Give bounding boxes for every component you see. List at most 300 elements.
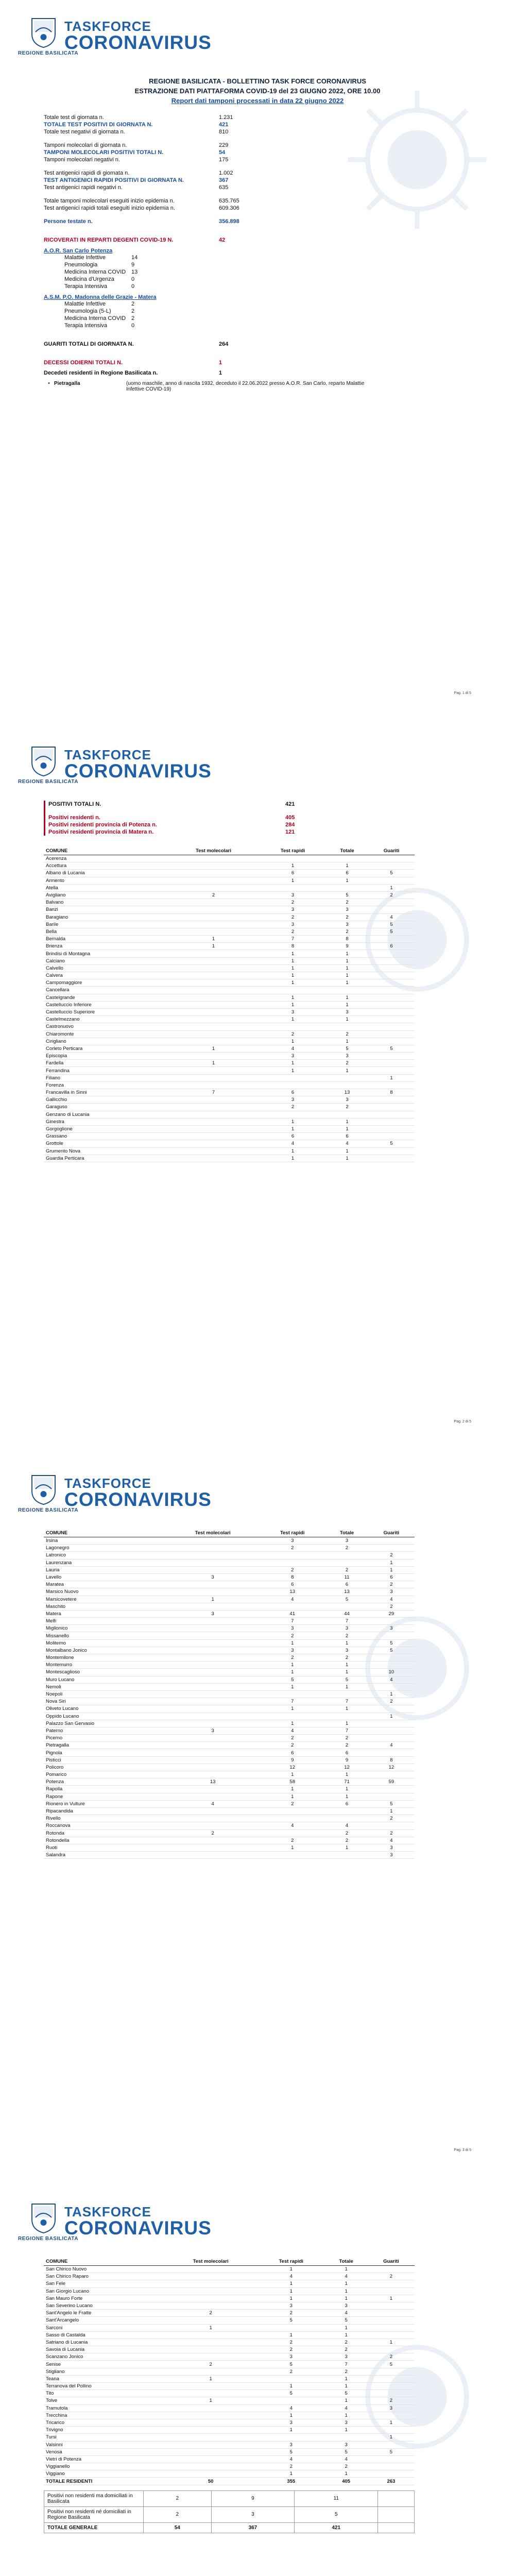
value-cell: 1 [325, 2331, 368, 2338]
summary-table [44, 2490, 415, 2533]
value-cell: 8 [368, 1756, 415, 1764]
value-cell: 12 [368, 1764, 415, 1771]
comune-cell: Albano di Lucania [44, 870, 167, 877]
value-cell: 2 [258, 2368, 325, 2375]
value-cell: 5 [258, 2317, 325, 2324]
value-cell: 7 [325, 1727, 368, 1734]
table-row [44, 979, 415, 987]
value-cell: 4 [260, 1140, 326, 1147]
comune-cell: Pietragalla [44, 1742, 166, 1749]
value-cell: 1 [326, 964, 368, 972]
value-cell: 4 [368, 1676, 415, 1683]
value-cell: 1 [368, 1690, 415, 1698]
comune-cell: Montescaglioso [44, 1669, 166, 1676]
value-cell [368, 1545, 415, 1552]
value-cell: 1 [258, 2295, 325, 2302]
value-cell: 1 [325, 1793, 368, 1800]
summary-label: Positivi non residenti né domiciliati in Regione Basilicata [44, 2506, 144, 2522]
value-cell [326, 1023, 368, 1030]
value-cell: 1 [326, 994, 368, 1001]
value-cell: 2 [368, 891, 415, 899]
value-cell: 3 [258, 2302, 325, 2309]
value-cell: 5 [325, 2390, 368, 2397]
kv-row [44, 121, 471, 128]
value-cell: 5 [368, 1647, 415, 1654]
comune-cell: Maratea [44, 1581, 166, 1588]
regione-crest-icon [29, 1473, 58, 1505]
comune-cell: Francavilla in Sinni [44, 1089, 167, 1096]
logo-coronavirus: CORONAVIRUS [64, 1489, 212, 1510]
value-cell: 1 [326, 950, 368, 957]
value-cell: 2 [368, 2397, 415, 2404]
region-name: REGIONE BASILICATA [18, 1507, 78, 1513]
value-cell [368, 979, 415, 987]
page-2 [0, 728, 515, 1457]
comune-cell: Grassano [44, 1133, 167, 1140]
value-cell: 13 [166, 1778, 259, 1786]
kv-value: 9 [131, 262, 135, 268]
kv-label: Pneumologia (5-L) [64, 308, 111, 314]
value-cell [164, 2441, 258, 2448]
value-cell [368, 1654, 415, 1662]
value-cell: 1 [164, 2324, 258, 2331]
value-cell [368, 1125, 415, 1132]
value-cell [167, 1053, 260, 1060]
value-cell [166, 1647, 259, 1654]
value-cell [164, 2331, 258, 2338]
table-row [44, 943, 415, 950]
value-cell: 7 [325, 1618, 368, 1625]
value-cell: 1 [166, 1596, 259, 1603]
comune-cell: Muro Lucano [44, 1676, 166, 1683]
comune-cell: Acerenza [44, 855, 167, 862]
summary-value: 5 [295, 2506, 378, 2522]
value-cell: 1 [368, 1566, 415, 1573]
comune-cell: Stigliano [44, 2368, 164, 2375]
value-cell: 1 [326, 1038, 368, 1045]
value-cell [166, 1749, 259, 1756]
table-row [44, 2463, 415, 2470]
value-cell [166, 1552, 259, 1559]
value-cell: 5 [368, 1045, 415, 1052]
value-cell [164, 2346, 258, 2353]
value-cell: 3 [258, 2419, 325, 2426]
table-row [44, 1676, 415, 1683]
bulletin-title: REGIONE BASILICATA - BOLLETTINO TASK FORCE CORONAVIRUS [149, 77, 366, 85]
value-cell [258, 2324, 325, 2331]
value-cell: 1 [326, 1155, 368, 1162]
value-cell: 5 [368, 1140, 415, 1147]
kv-value: 13 [131, 269, 138, 275]
value-cell: 1 [325, 2427, 368, 2434]
comune-cell: Savoia di Lucania [44, 2346, 164, 2353]
value-cell: 1 [260, 877, 326, 884]
value-cell: 1 [260, 979, 326, 987]
comune-cell: Senise [44, 2361, 164, 2368]
value-cell: 2 [259, 1742, 325, 1749]
value-cell [164, 2434, 258, 2441]
value-cell: 5 [368, 2361, 415, 2368]
value-cell [166, 1559, 259, 1566]
hospital-matera: A.S.M. P.O. Madonna delle Grazie - Matera [44, 294, 157, 300]
page2-content [44, 801, 471, 1162]
value-cell: 1 [368, 1074, 415, 1081]
comune-cell: Tito [44, 2390, 164, 2397]
regione-crest-icon [29, 2202, 58, 2234]
value-cell: 2 [325, 2368, 368, 2375]
kv-value: 2 [131, 315, 135, 321]
comune-cell: Matera [44, 1610, 166, 1617]
value-cell: 3 [260, 1096, 326, 1104]
table-row [44, 1603, 415, 1610]
comune-cell: Policoro [44, 1764, 166, 1771]
comune-cell: Nova Siri [44, 1698, 166, 1705]
table-row [44, 884, 415, 891]
kv-label: Test antigenici rapidi totali eseguiti inizio epidemia n. [44, 205, 175, 211]
value-cell: 3 [166, 1610, 259, 1617]
value-cell: 3 [326, 921, 368, 928]
table-row [44, 913, 415, 921]
summary-value: 421 [295, 2522, 378, 2533]
table-row [44, 1001, 415, 1008]
kv-row [64, 315, 471, 322]
value-cell [325, 1815, 368, 1822]
comune-cell: Brindisi di Montagna [44, 950, 167, 957]
comune-cell: Tramutola [44, 2404, 164, 2412]
value-cell [368, 1038, 415, 1045]
value-cell [167, 1155, 260, 1162]
kv-value: 609.306 [219, 205, 239, 211]
value-cell: 6 [326, 1133, 368, 1140]
comune-cell: Balvano [44, 899, 167, 906]
value-cell: 1 [326, 1125, 368, 1132]
value-cell: 3 [325, 1647, 368, 1654]
table-row [44, 1618, 415, 1625]
value-cell [166, 1639, 259, 1647]
table-row [44, 1852, 415, 1859]
value-cell [166, 1771, 259, 1778]
page-number: Pag. 2 di 5 [454, 1420, 471, 1423]
value-cell: 2 [368, 1581, 415, 1588]
table-row [44, 2383, 415, 2390]
value-cell [368, 1632, 415, 1639]
table-row [44, 1155, 415, 1162]
table-row [44, 2310, 415, 2317]
value-cell: 5 [368, 870, 415, 877]
summary-value: 2 [144, 2490, 212, 2506]
value-cell [368, 855, 415, 862]
table-row [44, 1822, 415, 1829]
kv-row [64, 254, 471, 261]
value-cell: 2 [368, 1829, 415, 1837]
comune-cell: Terranova del Pollino [44, 2383, 164, 2390]
value-cell: 5 [325, 1596, 368, 1603]
table-row [44, 1654, 415, 1662]
value-cell [325, 1852, 368, 1859]
summary-value: 54 [144, 2522, 212, 2533]
comune-cell: Tolve [44, 2397, 164, 2404]
page-number: Pag. 1 di 5 [454, 691, 471, 695]
value-cell: 1 [167, 943, 260, 950]
table-row [44, 1698, 415, 1705]
value-cell [368, 1662, 415, 1669]
value-cell [368, 899, 415, 906]
value-cell [368, 957, 415, 964]
value-cell: 2 [258, 2310, 325, 2317]
table-row [44, 1545, 415, 1552]
table-row [44, 2441, 415, 2448]
value-cell [368, 1133, 415, 1140]
value-cell: 1 [260, 1125, 326, 1132]
table-row [44, 928, 415, 935]
value-cell [166, 1764, 259, 1771]
comune-cell: Grottole [44, 1140, 167, 1147]
value-cell: 2 [166, 1829, 259, 1837]
kv-row [44, 114, 471, 121]
value-cell: 5 [368, 1639, 415, 1647]
value-cell: 4 [325, 2455, 368, 2463]
value-cell: 59 [368, 1778, 415, 1786]
table-row [44, 2273, 415, 2280]
value-cell: 2 [164, 2361, 258, 2368]
value-cell: 2 [260, 913, 326, 921]
value-cell: 6 [259, 1749, 325, 1756]
comune-cell: Maschito [44, 1603, 166, 1610]
table-row [44, 1815, 415, 1822]
table-row [44, 1669, 415, 1676]
table-row [44, 1742, 415, 1749]
comune-cell: Miglionico [44, 1625, 166, 1632]
value-cell [326, 884, 368, 891]
table-row [44, 957, 415, 964]
kv-value: 14 [131, 255, 138, 261]
value-cell: 6 [260, 870, 326, 877]
value-cell: 1 [368, 1807, 415, 1815]
value-cell [166, 1625, 259, 1632]
value-cell: 12 [325, 1764, 368, 1771]
value-cell [166, 1662, 259, 1669]
kv-label: TEST ANTIGENICI RAPIDI POSITIVI DI GIORNATA N. [44, 177, 184, 183]
value-cell [368, 964, 415, 972]
value-cell: 2 [368, 2273, 415, 2280]
table-row [44, 1610, 415, 1617]
kv-row [44, 156, 471, 163]
kv-row [44, 149, 471, 156]
value-cell: 4 [325, 2273, 368, 2280]
value-cell [259, 1713, 325, 1720]
comune-cell: Tricarico [44, 2419, 164, 2426]
comuni-table: COMUNE Test molecolari Test rapidi Totale Guariti Acerenza Accettura 1 1 Albano di Lucania 6 6 5 Armento 1 1 Atella 1 Avigliano 2 3 5 2 Balvano 2 2 Banzi 3 3 Baragiano 2 2 4 Barile 3 3 5 Bella 2 2 5 Bernalda 1 7 8 Brienza 1 8 9 6 Brindisi di Montagna 1 1 Calciano 1 1 Calvello 1 1 Calvera 1 1 Campomaggiore 1 1 Cancellara Castelgrande 1 1 Castelluccio Inferiore 1 1 Castelluccio Superiore 3 3 Castelmezzano 1 1 Castronuovo Chiaromonte 2 2 Cirigliano 1 1 Corleto Perticara 1 4 5 5 Episcopia 3 3 Fardella 1 1 2 Ferrandina 1 1 Filiano 1 Forenza Francavilla in Sinni 7 6 13 8 Gallicchio 3 3 Garaguso 2 2 Genzano di Lucania Ginestra 1 1 Gorgoglione 1 1 Grassano 6 6 Grottole 4 4 5 Grumento Nova 1 1 Guardia Perticara 1 1 [44, 847, 415, 1162]
value-cell: 1 [260, 994, 326, 1001]
value-cell [258, 2434, 325, 2441]
comune-cell: Castronuovo [44, 1023, 167, 1030]
table-row [44, 1793, 415, 1800]
value-cell: 2 [326, 1030, 368, 1038]
table-row [44, 1030, 415, 1038]
comune-cell: Accettura [44, 862, 167, 870]
table-row [44, 1705, 415, 1713]
value-cell [368, 1683, 415, 1690]
value-cell [166, 1756, 259, 1764]
table-row [44, 1053, 415, 1060]
value-cell [164, 2353, 258, 2361]
value-cell: 7 [260, 936, 326, 943]
comune-cell: San Mauro Forte [44, 2295, 164, 2302]
value-cell [167, 1074, 260, 1081]
value-cell: 2 [325, 1829, 368, 1837]
value-cell [368, 2470, 415, 2478]
value-cell: 1 [260, 1016, 326, 1023]
comune-cell: Vietri di Potenza [44, 2455, 164, 2463]
logo-taskforce: TASKFORCE [64, 19, 151, 34]
comune-cell: Armento [44, 877, 167, 884]
value-cell [166, 1690, 259, 1698]
comune-cell: Pomarico [44, 1771, 166, 1778]
value-cell: 3 [260, 1008, 326, 1015]
value-cell: 3 [368, 1844, 415, 1851]
table-row [44, 1581, 415, 1588]
table-row [44, 1573, 415, 1581]
table-row [44, 2266, 415, 2273]
value-cell: 8 [260, 943, 326, 950]
comune-cell: Garaguso [44, 1104, 167, 1111]
value-cell: 2 [258, 2346, 325, 2353]
value-cell: 1 [368, 1713, 415, 1720]
value-cell [164, 2273, 258, 2280]
value-cell: 5 [258, 2390, 325, 2397]
comune-cell: Filiano [44, 1074, 167, 1081]
value-cell: 1 [167, 1060, 260, 1067]
region-name: REGIONE BASILICATA [18, 779, 78, 785]
value-cell [166, 1683, 259, 1690]
value-cell: 4 [325, 2310, 368, 2317]
value-cell [368, 1155, 415, 1162]
value-cell: 1 [258, 2280, 325, 2287]
value-cell [167, 950, 260, 957]
comune-cell: Corleto Perticara [44, 1045, 167, 1052]
logo-coronavirus: CORONAVIRUS [64, 32, 212, 53]
comune-cell: Castelluccio Superiore [44, 1008, 167, 1015]
value-cell [167, 1023, 260, 1030]
kv-row [64, 261, 471, 268]
value-cell: 6 [368, 943, 415, 950]
value-cell: 2 [259, 1566, 325, 1573]
table-row [44, 987, 415, 994]
table-row [44, 1749, 415, 1756]
logo-coronavirus: CORONAVIRUS [64, 2217, 212, 2239]
table-row [44, 1778, 415, 1786]
value-cell: 2 [259, 1800, 325, 1807]
kv-value: 421 [219, 122, 229, 128]
value-cell: 3 [258, 2353, 325, 2361]
value-cell [326, 855, 368, 862]
value-cell [167, 1125, 260, 1132]
table-row [44, 906, 415, 913]
comune-cell: Cancellara [44, 987, 167, 994]
value-cell: 8 [368, 1089, 415, 1096]
value-cell [260, 884, 326, 891]
table-row [44, 1625, 415, 1632]
table-row [44, 2302, 415, 2309]
value-cell [167, 870, 260, 877]
comune-cell: Cirigliano [44, 1038, 167, 1045]
value-cell [368, 2455, 415, 2463]
table-row [44, 1537, 415, 1545]
value-cell: 1 [325, 1662, 368, 1669]
value-cell: 3 [166, 1573, 259, 1581]
value-cell [326, 1081, 368, 1089]
value-cell: 1 [258, 2331, 325, 2338]
table-row [44, 2280, 415, 2287]
value-cell [368, 1016, 415, 1023]
value-cell: 1 [326, 1147, 368, 1155]
value-cell: 4 [368, 913, 415, 921]
kv-label: TAMPONI MOLECOLARI POSITIVI TOTALI N. [44, 149, 164, 156]
value-cell [259, 1852, 325, 1859]
table-row [44, 1067, 415, 1074]
value-cell: 2 [259, 1654, 325, 1662]
bullet-icon: • [48, 381, 50, 386]
comune-cell: Bernalda [44, 936, 167, 943]
value-cell: 5 [368, 928, 415, 935]
table-row [44, 1807, 415, 1815]
value-cell [260, 987, 326, 994]
value-cell: 2 [258, 2463, 325, 2470]
value-cell: 1 [325, 2280, 368, 2287]
value-cell: 1 [259, 1844, 325, 1851]
table-row [44, 1771, 415, 1778]
comune-cell: Brienza [44, 943, 167, 950]
comune-cell: San Chirico Raparo [44, 2273, 164, 2280]
value-cell [166, 1618, 259, 1625]
kv-label: Medicina Interna COVID [64, 315, 126, 321]
value-cell [325, 1713, 368, 1720]
value-cell: 4 [259, 1727, 325, 1734]
kv-row [64, 268, 471, 276]
value-cell: 5 [368, 921, 415, 928]
value-cell: 7 [325, 2361, 368, 2368]
value-cell [166, 1742, 259, 1749]
regione-crest-icon [29, 16, 58, 48]
summary-label: TOTALE GENERALE [44, 2522, 144, 2533]
value-cell: 2 [260, 1030, 326, 1038]
summary-value: 11 [295, 2490, 378, 2506]
comune-cell: Montalbano Jonico [44, 1647, 166, 1654]
value-cell: 3 [326, 1096, 368, 1104]
value-cell: 2 [259, 1632, 325, 1639]
value-cell [166, 1815, 259, 1822]
table-row [44, 2448, 415, 2455]
value-cell: 9 [259, 1756, 325, 1764]
table-row [44, 1596, 415, 1603]
value-cell: 2 [325, 1654, 368, 1662]
value-cell [259, 1807, 325, 1815]
value-cell: 1 [260, 1038, 326, 1045]
value-cell [166, 1793, 259, 1800]
value-cell [368, 1537, 415, 1545]
table-row [44, 1147, 415, 1155]
kv-label: TOTALE TEST POSITIVI DI GIORNATA N. [44, 122, 153, 128]
value-cell [368, 2302, 415, 2309]
comune-cell: Calvera [44, 972, 167, 979]
value-cell [368, 1104, 415, 1111]
comune-cell: Lagonegro [44, 1545, 166, 1552]
table-row [44, 2295, 415, 2302]
value-cell [368, 2317, 415, 2324]
comune-cell: Tursi [44, 2434, 164, 2441]
value-cell [167, 1081, 260, 1089]
value-cell [368, 2266, 415, 2273]
